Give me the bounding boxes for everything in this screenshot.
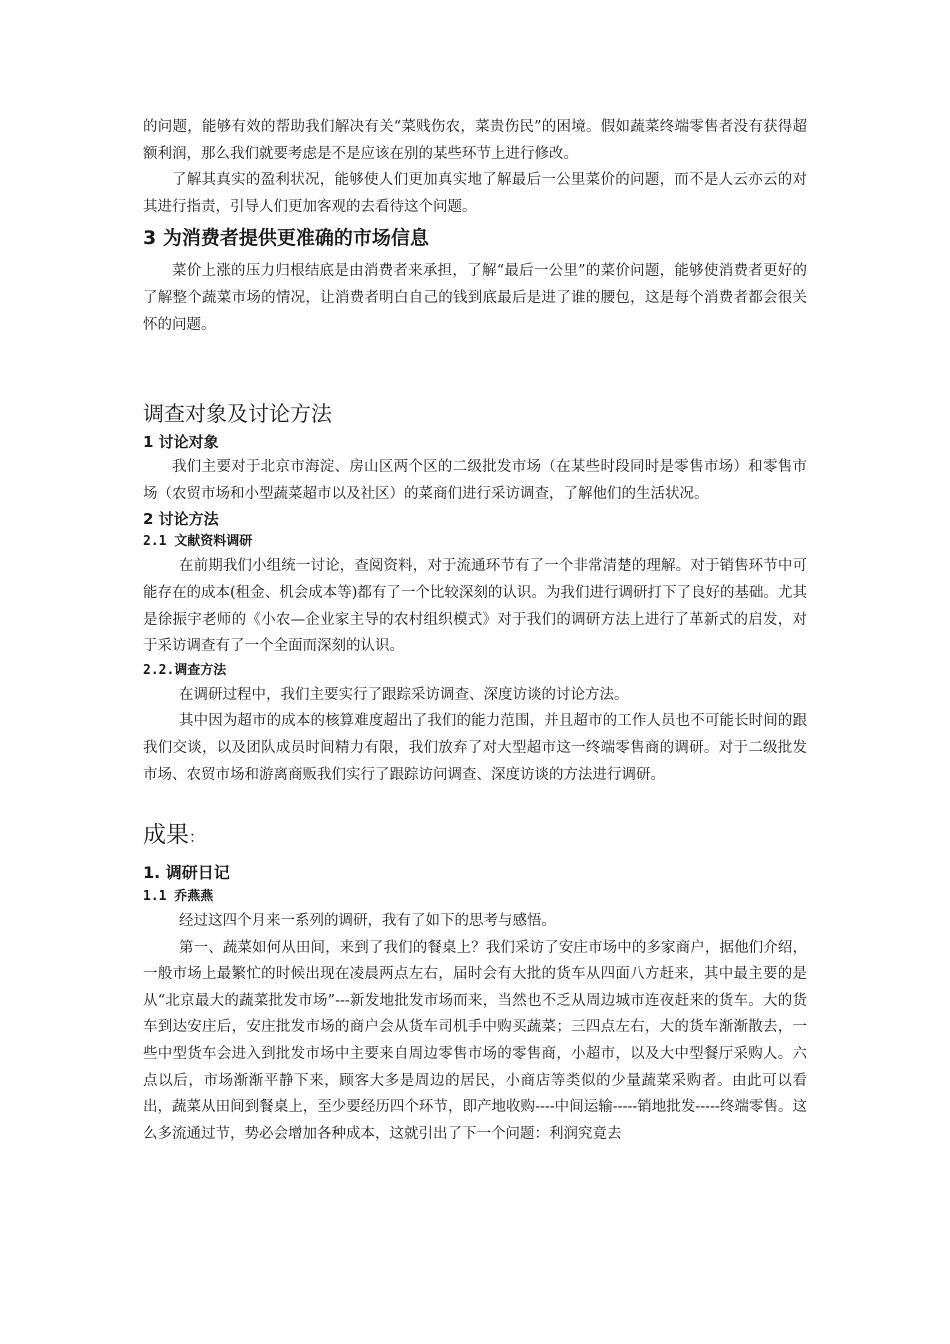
intro-paragraph-2: 了解其真实的盈利状况，能够使人们更加真实地了解最后一公里菜价的问题，而不是人云亦云的对其进行指责，引导人们更加客观的去看待这个问题。 xyxy=(143,172,807,215)
intro-paragraph-1: 的问题，能够有效的帮助我们解决有关“菜贱伤农，菜贵伤民”的困境。假如蔬菜终端零售者没有获得超额利润，那么我们就要考虑是不是应该在别的某些环节上进行修改。 xyxy=(143,119,807,162)
method-paragraph-1: 在调研过程中，我们主要实行了跟踪采访调查、深度访谈的讨论方法。 xyxy=(179,686,629,703)
results-paragraph-1: 经过这四个月来一系列的调研，我有了如下的思考与感悟。 xyxy=(179,913,556,930)
section-3-paragraph: 菜价上涨的压力归根结底是由消费者来承担，了解“最后一公里”的菜价问题，能够使消费者更好的了解整个蔬菜市场的情况，让消费者明白自己的钱到底最后是进了谁的腰包，这是每个消费者都会很关怀的问题。 xyxy=(143,263,807,333)
survey-subheading-1: 1 讨论对象 xyxy=(143,433,219,452)
results-item-1-1: 1.1 乔燕燕 xyxy=(143,889,214,905)
results-item-1: 1. 调研日记 xyxy=(143,863,230,883)
method-paragraph-2: 其中因为超市的成本的核算难度超出了我们的能力范围，并且超市的工作人员也不可能长时间的跟我们交谈，以及团队成员时间精力有限，我们放弃了对大型超市这一终端零售商的调研。对于二级批发市场、农贸市场和游离商贩我们实行了跟踪访问调查、深度访谈的方法进行调研。 xyxy=(143,713,807,783)
survey-subheading-2-2: 2.2.调查方法 xyxy=(143,662,227,678)
results-paragraph-2: 第一、蔬菜如何从田间，来到了我们的餐桌上？我们采访了安庄市场中的多家商户，据他们介绍，一般市场上最繁忙的时候出现在凌晨两点左右，届时会有大批的货车从四面八方赶来，其中最主要的是从“北京最大的蔬菜批发市场”---新发地批发市场而来，当然也不乏从周边城市连夜赶来的货车。大的货车到达安庄后，安庄批发市场的商户会从货车司机手中购买蔬菜；三四点左右，大的货车渐渐散去，一些中型货车会进入到批发市场中主要来自周边零售市场的零售商，小超市，以及大中型餐厅采购人。六点以后，市场渐渐平静下来，顾客大多是周边的居民，小商店等类似的少量蔬菜采购者。由此可以看出，蔬菜从田间到餐桌上，至少要经历四个环节，即产地收购----中间运输-----销地批发-----终端零售。这么多流通过节，势必会增加各种成本，这就引出了下一个问题：利润究竟去 xyxy=(143,939,807,1142)
literature-paragraph: 在前期我们小组统一讨论，查阅资料，对于流通环节有了一个非常清楚的理解。对于销售环节中可能存在的成本(租金、机会成本等)都有了一个比较深刻的认识。为我们进行调研打下了良好的基础。尤其是徐振宇老师的《小农—企业家主导的农村组织模式》对于我们的调研方法上进行了革新式的启发，对于采访调查有了一个全面而深刻的认识。 xyxy=(143,558,807,655)
section-3-heading: 3 为消费者提供更准确的市场信息 xyxy=(143,227,429,250)
results-heading-colon: ： xyxy=(189,828,205,847)
survey-heading: 调查对象及讨论方法 xyxy=(143,402,332,427)
results-heading xyxy=(143,818,807,854)
survey-subheading-2: 2 讨论方法 xyxy=(143,510,219,529)
survey-subheading-2-1: 2.1 文献资料调研 xyxy=(143,534,253,550)
survey-subject-paragraph: 我们主要对于北京市海淀、房山区两个区的二级批发市场（在某些时段同时是零售市场）和零售市场（农贸市场和小型蔬菜超市以及社区）的菜商们进行采访调查，了解他们的生活状况。 xyxy=(143,459,807,502)
results-heading-text: 成果 xyxy=(143,822,189,849)
document-page xyxy=(143,114,807,1147)
